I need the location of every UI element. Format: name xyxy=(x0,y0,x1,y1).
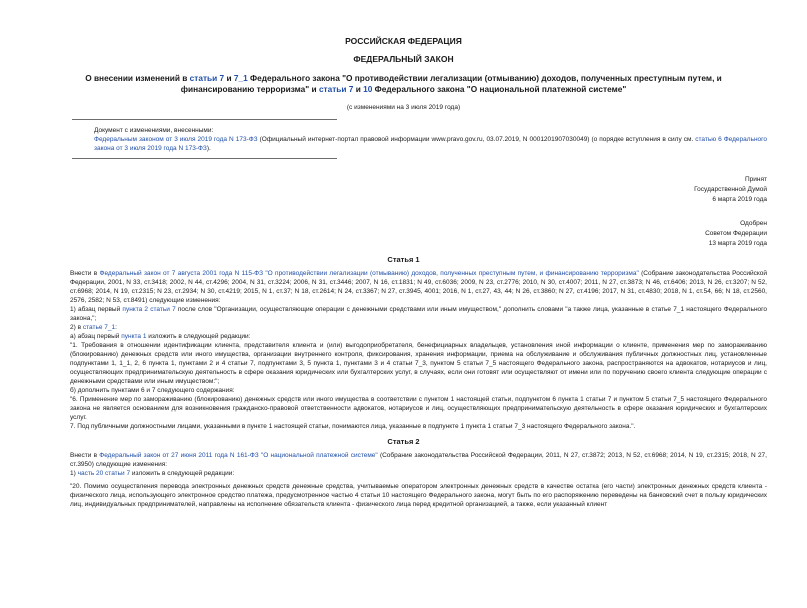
paragraph-text: а) абзац первый xyxy=(70,333,122,340)
changes-block xyxy=(94,126,767,153)
changes-text-part: ). xyxy=(206,145,211,152)
link-point-1[interactable]: пункта 1 xyxy=(121,333,147,340)
divider-top xyxy=(72,119,337,120)
link-law-161fz[interactable]: Федеральный закон от 27 июня 2011 года N 161-ФЗ "О национальной платежной системе" xyxy=(99,452,378,459)
changes-intro: Документ с изменениями, внесенными: xyxy=(94,127,214,134)
article-2-heading: Статья 2 xyxy=(387,437,420,446)
paragraph-text: изложить в следующей редакции: xyxy=(146,333,251,340)
title-link-article-7-1[interactable]: 7_1 xyxy=(233,73,248,83)
adopted-line: Государственной Думой xyxy=(694,186,767,193)
approved-block xyxy=(40,219,767,249)
adopted-line: 6 марта 2019 года xyxy=(712,196,767,203)
paragraph-text: (Собрание законодательства Российской Федерации, 2011, N 27, ст.3872; 2013, N 52, ст.6968; 2014, N 19, ст.2315; 2018, N 27, ст.3950) следующие изменения: xyxy=(70,452,767,468)
title-link-article-7[interactable]: статьи 7 xyxy=(189,73,225,83)
title-text: и xyxy=(224,73,234,83)
title-text: О внесении изменений в xyxy=(85,73,190,83)
paragraph-text: изложить в следующей редакции: xyxy=(130,470,235,477)
article-2-item-1 xyxy=(40,469,767,478)
article-2-quote-20: "20. Помимо осуществления перевода электронных денежных средств денежные средства, учитываемые оператором электронных денежных средств в качестве остатка (его части) электронных денежных средств клиента - физического лица, использующего электронное средство платежа, предусмотренное частью 4 статьи 10 настоящего Федерального закона, могут быть по его распоряжению переведены на банковский счет в пользу юридических лиц, индивидуальных предпринимателей, направлены на исполнение обязательств клиента - физического лица перед кредитной организацией, а также, если указанный клиент xyxy=(70,483,767,508)
paragraph-text: Внести в xyxy=(70,270,100,277)
edition-note: (с изменениями на 3 июля 2019 года) xyxy=(346,104,461,111)
article-1-item-2 xyxy=(40,323,767,332)
article-1-subitem-a xyxy=(40,332,767,341)
country-heading: РОССИЙСКАЯ ФЕДЕРАЦИЯ xyxy=(345,36,462,46)
paragraph-text: после слов "Организации, осуществляющие операции с денежными средствами или иным имуществом," дополнить словами "а также лица, указанные в статье 7_1 настоящего Федерального закона,"; xyxy=(70,306,768,322)
article-1-quote-1: "1. Требования в отношении идентификации клиента, представителя клиента и (или) выгодоприобретателя, бенефициарных владельцев, установления иной информации о клиенте, применения мер по замораживанию (блокированию) денежных средств или иного имущества, организации внутреннего контроля, фиксирования, хранения информации, приема на обслуживание и обслуживания публичных должностных лиц, установленные подпунктами 1, 1_1, 2, 6 пункта 1, пунктами 2 и 4 статьи 7, подпунктами 3, 5 пункта 1, пунктами 3 и 4 статьи 7_3, пунктом 5 статьи 7_5 настоящего Федерального закона, распространяются на адвокатов, нотариусов и лиц, осуществляющих предпринимательскую деятельность в сфере оказания юридических или бухгалтерских услуг, в случаях, если они готовят или осуществляют от имени или по поручению своего клиента следующие операции с денежными средствами или иным имуществом:"; xyxy=(70,342,767,385)
article-1-subitem-b: б) дополнить пунктами 6 и 7 следующего содержания: xyxy=(70,387,235,394)
title-text: и xyxy=(353,84,364,94)
changes-link-article-6[interactable]: статью 6 Федерального закона от 3 июля 2019 года N 173-ФЗ xyxy=(94,136,767,152)
changes-text xyxy=(94,135,767,153)
link-article-7-1[interactable]: статье 7_1 xyxy=(82,324,116,331)
title-text: Федерального закона "О национальной платежной системе" xyxy=(372,84,627,94)
approved-line: Советом Федерации xyxy=(705,230,767,237)
paragraph-text: : xyxy=(115,324,117,331)
approved-line: Одобрен xyxy=(740,220,767,227)
article-1-heading: Статья 1 xyxy=(387,255,420,264)
link-law-115fz[interactable]: Федеральный закон от 7 августа 2001 года N 115-ФЗ "О противодействии легализации (отмыванию) доходов, полученных преступным путем, и финансированию терроризма" xyxy=(99,270,639,277)
paragraph-text: 1) xyxy=(70,470,78,477)
law-title xyxy=(60,73,747,95)
title-link-article-7-nps[interactable]: статьи 7 xyxy=(318,84,354,94)
title-text: Федерального закона "О противодействии легализации (отмыванию) доходов, полученных преступным путем, и финансированию терроризма" и xyxy=(180,73,722,94)
article-1-paragraph xyxy=(40,269,767,305)
link-part-20-article-7[interactable]: часть 20 статьи 7 xyxy=(77,470,131,477)
article-2-paragraph xyxy=(40,451,767,469)
article-1-quote-6: "6. Применение мер по замораживанию (блокированию) денежных средств или иного имущества в соответствии с пунктом 1 настоящей статьи, подпунктом 6 пункта 1 статьи 7 и пунктом 5 статьи 7_5 настоящего Федерального закона не является основанием для возникновения гражданско-правовой ответственности адвокатов, нотариусов и лиц, осуществляющих предпринимательскую деятельность в сфере оказания юридических и бухгалтерских услуг. xyxy=(70,396,767,421)
changes-text-part: (Официальный интернет-портал правовой информации www.pravo.gov.ru, 03.07.2019, N 0001201907030049) (о порядке вступления в силу см. xyxy=(257,136,696,143)
divider-bottom xyxy=(72,158,337,159)
paragraph-text: (Собрание законодательства Российской Федерации, 2001, N 33, ст.3418; 2002, N 44, ст.4296; 2004, N 31, ст.3224; 2006, N 31, ст.3446; 2007, N 16, ст.1831; N 49, ст.6036; 2009, N 23, ст.2776; 2010, N 30, ст.4007; 2011, N 27, ст.3873; N 46, ст.6406; 2013, N 26, ст.3207; N 52, ст.6968; 2014, N 19, ст.2315; N 23, ст.2934; N 30, ст.4219; 2015, N 1, ст.37; N 18, ст.2614; N 24, ст.3367; N 27, ст.3945, 4001; 2016, N 1, ст.27, 43, 44; N 26, ст.3860; N 27, ст.4196; 2017, N 31, ст.4830; 2018, N 1, ст.54, 66; N 18, ст.2560, 2576, 2582; N 53, ст.8491) следующие изменения: xyxy=(70,270,767,304)
adopted-block xyxy=(40,175,767,205)
paragraph-text: 2) в xyxy=(70,324,83,331)
changes-link-173fz[interactable]: Федеральным законом от 3 июля 2019 года N 173-ФЗ xyxy=(94,136,258,143)
link-point-2-article-7[interactable]: пункта 2 статьи 7 xyxy=(122,306,176,313)
title-link-article-10[interactable]: 10 xyxy=(363,84,373,94)
adopted-line: Принят xyxy=(744,176,767,183)
article-1-item-1 xyxy=(40,305,767,323)
paragraph-text: Внести в xyxy=(70,452,100,459)
paragraph-text: 1) абзац первый xyxy=(70,306,123,313)
approved-line: 13 марта 2019 года xyxy=(708,240,767,247)
law-type-heading: ФЕДЕРАЛЬНЫЙ ЗАКОН xyxy=(353,54,454,64)
article-1-quote-7: 7. Под публичными должностными лицами, указанными в пункте 1 настоящей статьи, понимаются лица, указанные в подпункте 1 пункта 1 статьи 7_3 настоящего Федерального закона.". xyxy=(70,423,636,430)
document-page xyxy=(0,37,807,509)
